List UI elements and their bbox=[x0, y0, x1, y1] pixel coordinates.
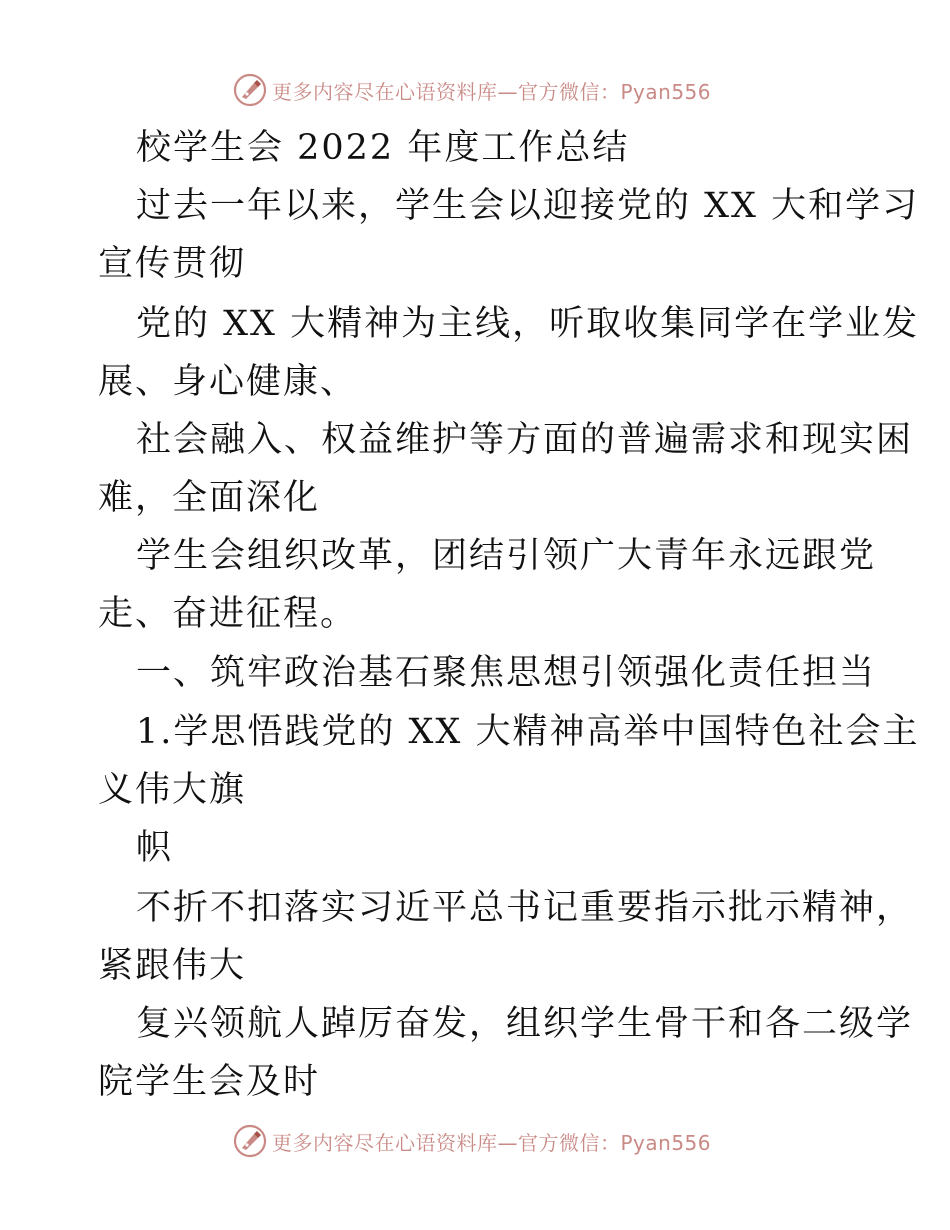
paragraph-line: 院学生会及时 bbox=[98, 1062, 321, 1102]
paragraph-line: 难，全面深化 bbox=[98, 478, 321, 518]
subsection-heading: 1.学思悟践党的 XX 大精神高举中国特色社会主 bbox=[136, 712, 920, 752]
paragraph-line: 党的 XX 大精神为主线，听取收集同学在学业发 bbox=[136, 304, 920, 344]
document-title: 校学生会 2022 年度工作总结 bbox=[136, 128, 630, 168]
paragraph-line: 过去一年以来，学生会以迎接党的 XX 大和学习 bbox=[136, 186, 920, 226]
paragraph-line: 社会融入、权益维护等方面的普遍需求和现实困 bbox=[136, 420, 914, 460]
pen-nib-logo-icon bbox=[232, 72, 268, 108]
paragraph-line: 复兴领航人踔厉奋发，组织学生骨干和各二级学 bbox=[136, 1004, 914, 1044]
watermark-banner-bottom bbox=[232, 1121, 752, 1161]
paragraph-line: 展、身心健康、 bbox=[98, 362, 358, 402]
section-heading: 一、筑牢政治基石聚焦思想引领强化责任担当 bbox=[136, 653, 877, 693]
pen-nib-logo-icon bbox=[232, 1123, 268, 1159]
watermark-text: 更多内容尽在心语资料库—官方微信：Pyan556 bbox=[272, 1130, 712, 1155]
watermark-banner-top bbox=[232, 70, 752, 110]
paragraph-line: 走、奋进征程。 bbox=[98, 594, 358, 634]
watermark-text: 更多内容尽在心语资料库—官方微信：Pyan556 bbox=[272, 79, 712, 104]
paragraph-line: 义伟大旗 bbox=[98, 770, 247, 810]
paragraph-line: 帜 bbox=[136, 828, 174, 868]
paragraph-line: 紧跟伟大 bbox=[98, 946, 247, 986]
paragraph-line: 不折不扣落实习近平总书记重要指示批示精神， bbox=[136, 888, 914, 928]
paragraph-line: 宣传贯彻 bbox=[98, 244, 247, 284]
paragraph-line: 学生会组织改革，团结引领广大青年永远跟党 bbox=[136, 536, 877, 576]
